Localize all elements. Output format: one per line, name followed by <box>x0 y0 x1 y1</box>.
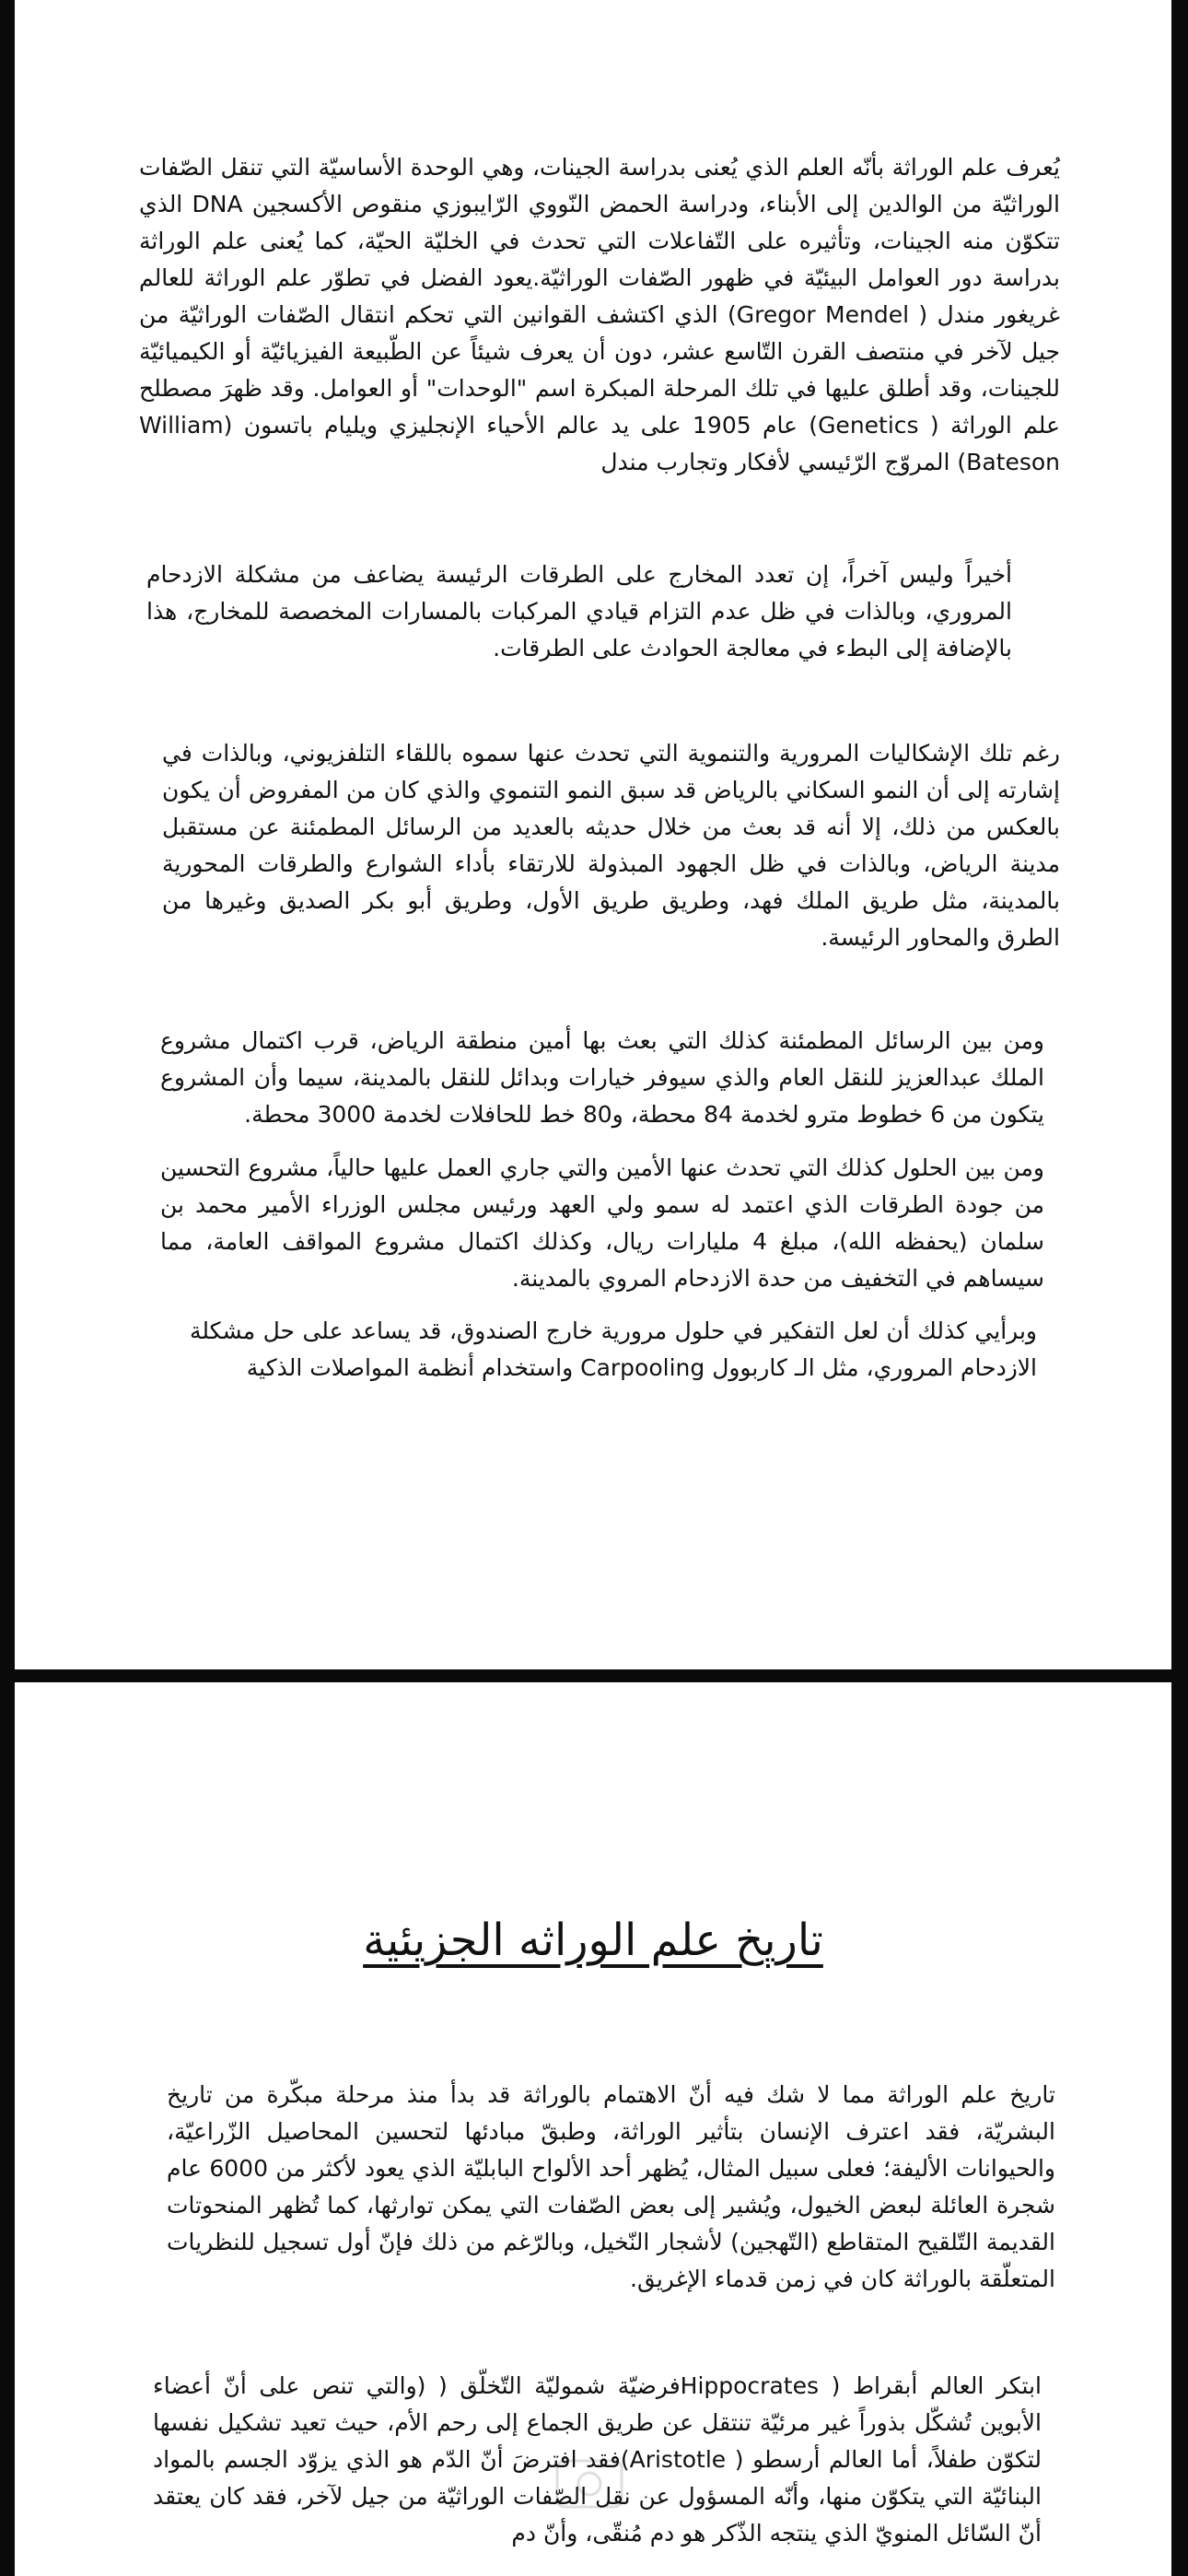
paragraph-genetics-history: تاريخ علم الوراثة مما لا شك فيه أنّ الاهتمام بالوراثة قد بدأ منذ مرحلة مبكّرة من تاريخ البشريّة، فقد اعترف الإنسان بتأثير الوراثة، وطبقّ مبادئها لتحسين المحاصيل الزّراعيّة، والحيوانات الأليفة؛ فعلى سبيل المثال، يُظهر أحد الألواح البابليّة الذي يعود لأكثر من 6000 عام شجرة العائلة لبعض الخيول، ويُشير إلى بعض الصّفات التي يمكن توارثها، كما تُظهر المنحوتات القديمة التّلقيح المتقاطع (التّهجين) لأشجار النّخيل، وبالرّغم من ذلك فإنّ أول تسجيل للنظريات المتعلّقة بالوراثة كان في زمن قدماء الإغريق. <box>167 2081 1055 2292</box>
document-page-2 <box>15 1682 1171 2576</box>
page-title: تاريخ علم الوراثه الجزيئية <box>363 1914 823 1966</box>
watermark-logo <box>553 2456 626 2512</box>
paragraph-metro-project: ومن بين الرسائل المطمئنة كذلك التي بعث بها أمين منطقة الرياض، قرب اكتمال مشروع الملك عبدالعزيز للنقل العام والذي سيوفر خيارات وبدائل للنقل بالمدينة، سيما وأن المشروع يتكون من 6 خطوط مترو لخدمة 84 محطة، و80 خط للحافلات لخدمة 3000 محطة. <box>160 1027 1044 1128</box>
paragraph-carpooling: وبرأيي كذلك أن لعل التفكير في حلول مرورية خارج الصندوق، قد يساعد على حل مشكلة الازدحام المروري، مثل الـ كاربوول Carpooling واستخدام أنظمة المواصلات الذكية <box>190 1317 1037 1381</box>
paragraph-genetics-definition: يُعرف علم الوراثة بأنّه العلم الذي يُعنى بدراسة الجينات، وهي الوحدة الأساسيّة التي تنقل الصّفات الوراثيّة من الوالدين إلى الأبناء، ودراسة الحمض النّووي الرّايبوزي منقوص الأكسجين DNA الذي تتكوّن منه الجينات، وتأثيره على التّفاعلات التي تحدث في الخليّة الحيّة، كما يُعنى علم الوراثة بدراسة دور العوامل البيئيّة في ظهور الصّفات الوراثيّة.يعود الفضل في تطوّر علم الوراثة للعالم غريغور مندل ( Gregor Mendel) الذي اكتشف القوانين التي تحكم انتقال الصّفات الوراثيّة من جيل لآخر في منتصف القرن التّاسع عشر، دون أن يعرف شيئاً عن الطّبيعة الفيزيائيّة أو الكيميائيّة للجينات، وقد أطلق عليها في تلك المرحلة المبكرة اسم "الوحدات" أو العوامل. وقد ظهرَ مصطلح علم الوراثة ( Genetics) عام 1905 على يد عالم الأحياء الإنجليزي ويليام باتسون (William Bateson) المروّج الرّئيسي لأفكار وتجارب مندل <box>139 154 1060 475</box>
paragraph-traffic-exits: أخيراً وليس آخراً، إن تعدد المخارج على الطرقات الرئيسة يضاعف من مشكلة الازدحام المروري، وبالذات في ظل عدم التزام قيادي المركبات بالمسارات المخصصة للمخارج، هذا بالإضافة إلى البطء في معالجة الحوادث على الطرقات. <box>146 561 1012 662</box>
paragraph-road-improvement: ومن بين الحلول كذلك التي تحدث عنها الأمين والتي جاري العمل عليها حالياً، مشروع التحسين من جودة الطرقات الذي اعتمد له سمو ولي العهد ورئيس مجلس الوزراء الأمير محمد بن سلمان (يحفظه الله)، مبلغ 4 مليارات ريال، وكذلك اكتمال مشروع المواقف العامة، مما سيساهم في التخفيف من حدة الازدحام المروي بالمدينة. <box>160 1154 1044 1292</box>
document-page-1 <box>15 0 1171 1669</box>
paragraph-hippocrates-aristotle: ابتكر العالم أبقراط ( Hippocratesفرضيّة شموليّة التّخلّق ( (والتي تنص على أنّ أعضاء الأبوين تُشكّل بذوراً غير مرئيّة تنتقل عن طريق الجماع إلى رحم الأم، حيث تعيد تشكيل نفسها لتكوّن طفلاً، أما العالم أرسطو ( Aristotle)فقد افترضَ أنّ الدّم هو الذي يزوّد الجسم بالمواد البنائيّة التي يتكوّن منها، وأنّه المسؤول عن نقل الصّفات الوراثيّة من جيل لآخر، فقد كان يعتقد أنّ السّائل المنويّ الذي ينتجه الذّكر هو دم مُنقّى، وأنّ دم <box>153 2372 1042 2547</box>
paragraph-traffic-problems: رغم تلك الإشكاليات المرورية والتنموية التي تحدث عنها سموه باللقاء التلفزيوني، وبالذات في إشارته إلى أن النمو السكاني بالرياض قد سبق النمو التنموي والذي كان من المفروض أن يكون بالعكس من ذلك، إلا أنه قد بعث من خلال حديثه بالعديد من الرسائل المطمئنة عن مستقبل مدينة الرياض، وبالذات في ظل الجهود المبذولة للارتقاء بأداء الشوارع والطرقات المحورية بالمدينة، مثل طريق الملك فهد، وطريق طريق الأول، وطريق أبو بكر الصديق وغيرها من الطرق والمحاور الرئيسة. <box>162 740 1060 951</box>
